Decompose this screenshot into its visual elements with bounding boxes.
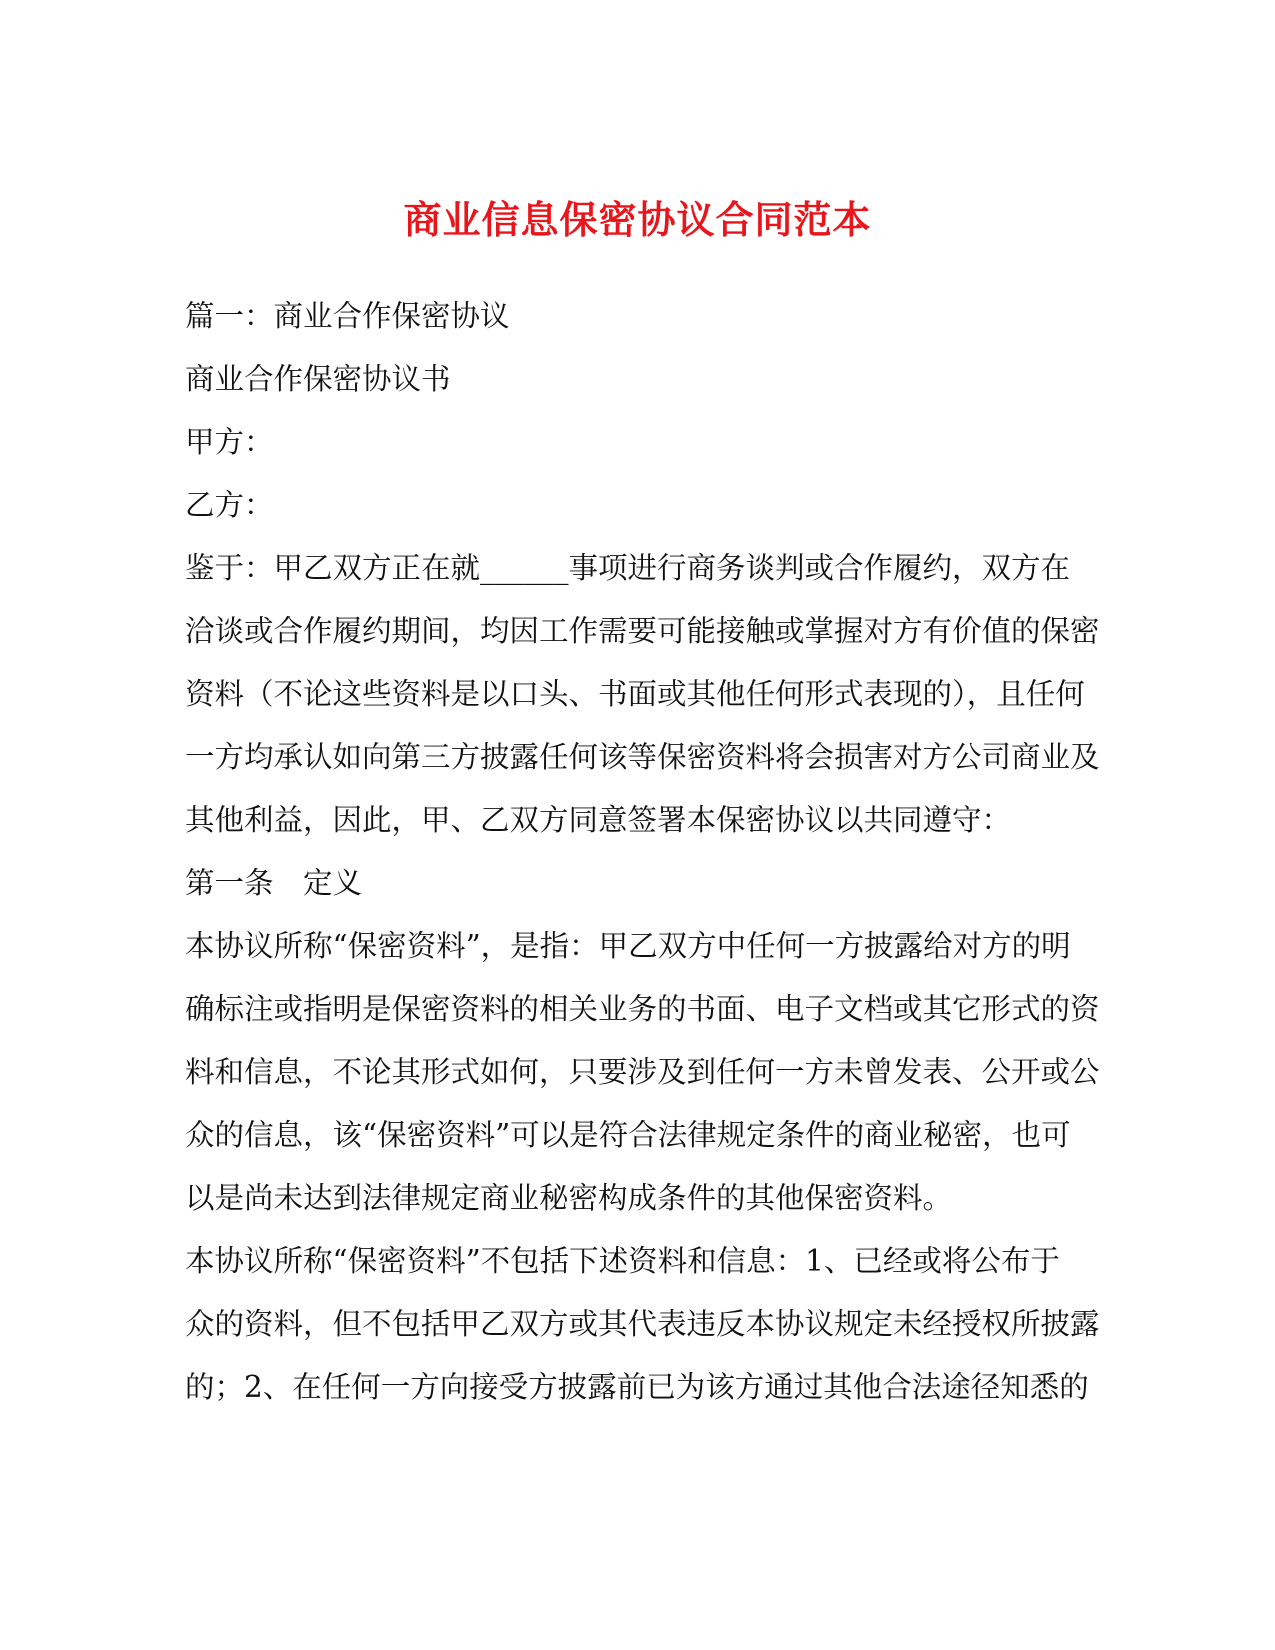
text-line: 以是尚未达到法律规定商业秘密构成条件的其他保密资料。 bbox=[185, 1181, 953, 1215]
text-line: 众的信息，该“保密资料”可以是符合法律规定条件的商业秘密，也可 bbox=[185, 1118, 1071, 1152]
party-a-line: 甲方： bbox=[185, 425, 274, 459]
text-line: 本协议所称“保密资料”不包括下述资料和信息：1、已经或将公布于 bbox=[185, 1244, 1060, 1278]
text-line: 料和信息，不论其形式如何，只要涉及到任何一方未曾发表、公开或公 bbox=[185, 1055, 1100, 1089]
document-body bbox=[185, 285, 1100, 1419]
article-heading: 第一条 定义 bbox=[185, 866, 363, 900]
party-b-line: 乙方： bbox=[185, 488, 274, 522]
text-line: 一方均承认如向第三方披露任何该等保密资料将会损害对方公司商业及 bbox=[185, 740, 1100, 774]
text-line: 的；2、在任何一方向接受方披露前已为该方通过其他合法途径知悉的 bbox=[185, 1370, 1089, 1404]
text-line: 本协议所称“保密资料”，是指：甲乙双方中任何一方披露给对方的明 bbox=[185, 929, 1071, 963]
text-line: 确标注或指明是保密资料的相关业务的书面、电子文档或其它形式的资 bbox=[185, 992, 1100, 1026]
agreement-heading: 商业合作保密协议书 bbox=[185, 362, 451, 396]
text-line: 其他利益，因此，甲、乙双方同意签署本保密协议以共同遵守： bbox=[185, 803, 1012, 837]
section-heading: 篇一：商业合作保密协议 bbox=[185, 299, 510, 333]
text-line: 资料（不论这些资料是以口头、书面或其他任何形式表现的），且任何 bbox=[185, 677, 1085, 711]
text-line: 鉴于：甲乙双方正在就______事项进行商务谈判或合作履约，双方在 bbox=[185, 551, 1071, 585]
text-line: 洽谈或合作履约期间，均因工作需要可能接触或掌握对方有价值的保密 bbox=[185, 614, 1100, 648]
text-line: 众的资料，但不包括甲乙双方或其代表违反本协议规定未经授权所披露 bbox=[185, 1307, 1100, 1341]
document-title: 商业信息保密协议合同范本 bbox=[403, 197, 872, 243]
